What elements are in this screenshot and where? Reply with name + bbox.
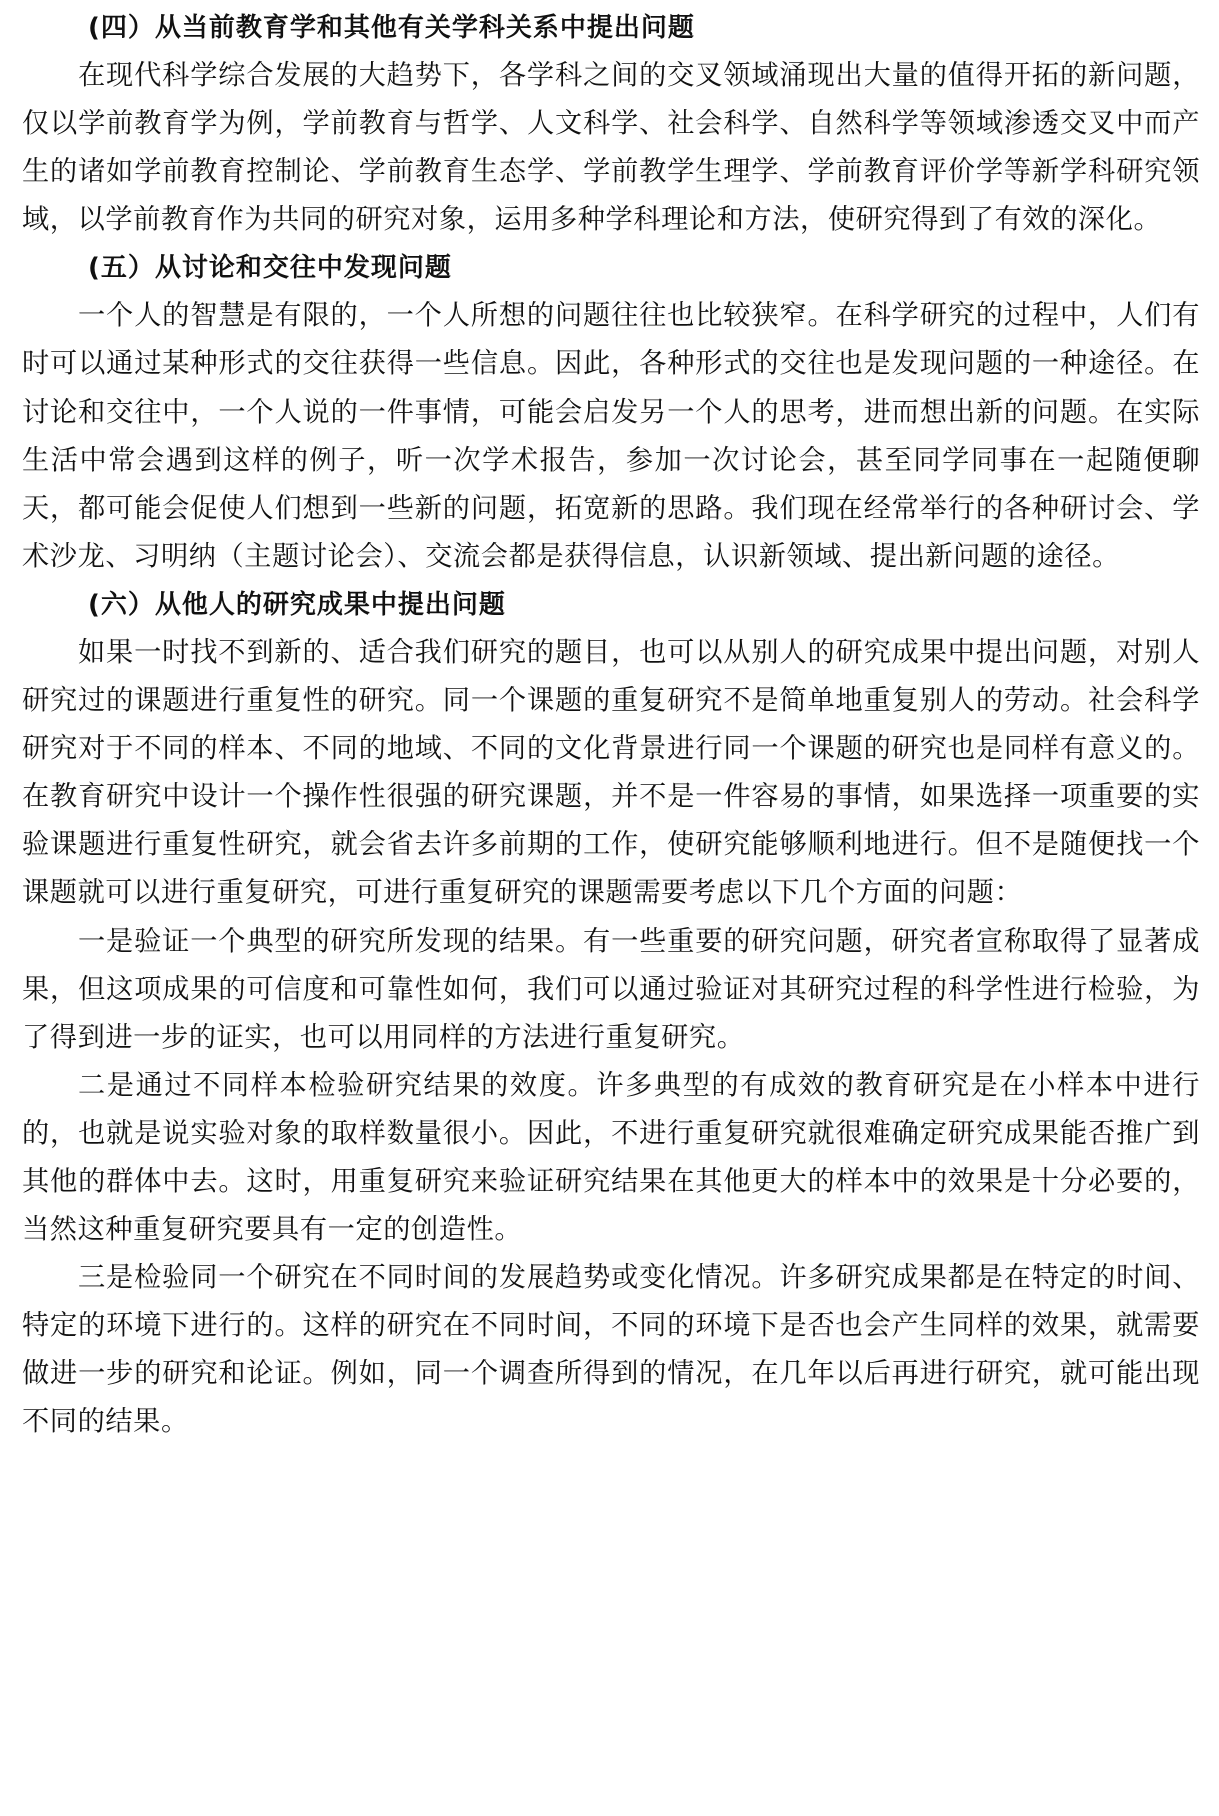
body-paragraph: 二是通过不同样本检验研究结果的效度。许多典型的有成效的教育研究是在小样本中进行的，也就是说实验对象的取样数量很小。因此，不进行重复研究就很难确定研究成果能否推广到其他的群体中去。这时，用重复研究来验证研究结果在其他更大的样本中的效果是十分必要的，当然这种重复研究要具有一定的创造性。 — [22, 1069, 1200, 1246]
document-page — [22, 4, 1200, 1447]
body-paragraph: 三是检验同一个研究在不同时间的发展趋势或变化情况。许多研究成果都是在特定的时间、特定的环境下进行的。这样的研究在不同时间，不同的环境下是否也会产生同样的效果，就需要做进一步的研究和论证。例如，同一个调查所得到的情况，在几年以后再进行研究，就可能出现不同的结果。 — [22, 1262, 1200, 1438]
section-five — [22, 244, 1200, 581]
section-heading: (五）从讨论和交往中发现问题 — [88, 253, 452, 284]
body-paragraph: 一个人的智慧是有限的，一个人所想的问题往往也比较狭窄。在科学研究的过程中，人们有时可以通过某种形式的交往获得一些信息。因此，各种形式的交往也是发现问题的一种途径。在讨论和交往中，一个人说的一件事情，可能会启发另一个人的思考，进而想出新的问题。在实际生活中常会遇到这样的例子，听一次学术报告，参加一次讨论会，甚至同学同事在一起随便聊天，都可能会促使人们想到一些新的问题，拓宽新的思路。我们现在经常举行的各种研讨会、学术沙龙、习明纳（主题讨论会）、交流会都是获得信息，认识新领域、提出新问题的途径。 — [22, 300, 1200, 572]
body-paragraph: 如果一时找不到新的、适合我们研究的题目，也可以从别人的研究成果中提出问题，对别人研究过的课题进行重复性的研究。同一个课题的重复研究不是简单地重复别人的劳动。社会科学研究对于不同的样本、不同的地域、不同的文化背景进行同一个课题的研究也是同样有意义的。在教育研究中设计一个操作性很强的研究课题，并不是一件容易的事情，如果选择一项重要的实验课题进行重复性研究，就会省去许多前期的工作，使研究能够顺利地进行。但不是随便找一个课题就可以进行重复研究，可进行重复研究的课题需要考虑以下几个方面的问题： — [22, 636, 1200, 909]
section-four — [22, 4, 1200, 244]
body-paragraph: 一是验证一个典型的研究所发现的结果。有一些重要的研究问题，研究者宣称取得了显著成果，但这项成果的可信度和可靠性如何，我们可以通过验证对其研究过程的科学性进行检验，为了得到进一步的证实，也可以用同样的方法进行重复研究。 — [22, 925, 1200, 1053]
section-heading: (四）从当前教育学和其他有关学科关系中提出问题 — [88, 13, 695, 43]
section-heading: (六）从他人的研究成果中提出问题 — [88, 589, 506, 620]
section-six — [22, 581, 1200, 1447]
body-paragraph: 在现代科学综合发展的大趋势下，各学科之间的交叉领域涌现出大量的值得开拓的新问题，仅以学前教育学为例，学前教育与哲学、人文科学、社会科学、自然科学等领域渗透交叉中而产生的诸如学前教育控制论、学前教育生态学、学前教学生理学、学前教育评价学等新学科研究领域，以学前教育作为共同的研究对象，运用多种学科理论和方法，使研究得到了有效的深化。 — [22, 60, 1200, 236]
